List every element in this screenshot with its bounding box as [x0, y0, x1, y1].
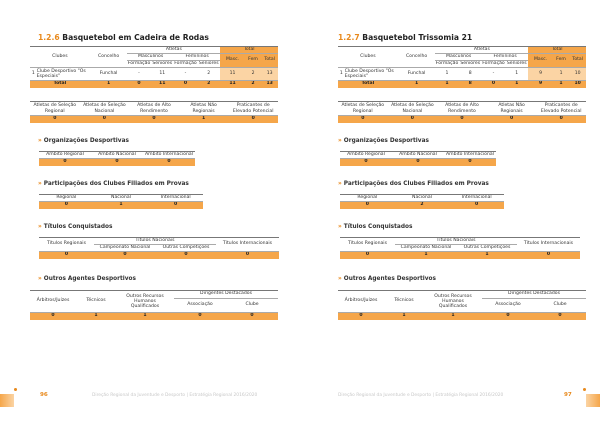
table-row [338, 68, 586, 81]
value-outras-competicoes: 0 [156, 252, 216, 259]
header-nao-regionais: Atletas Não Regionais [487, 102, 537, 116]
selecoes-values [30, 116, 278, 123]
value-elevado-potencial: 0 [228, 116, 278, 123]
total-masc-formacao: 1 [435, 81, 458, 88]
header-masculinos: Masculinos [127, 54, 173, 61]
value-alto-rendimento: 0 [129, 116, 179, 123]
header-ambito-nacional: Âmbito Nacional [392, 152, 444, 159]
header-titulos-nacionais: Títulos Nacionais [94, 238, 216, 245]
header-recursos-humanos: Outros Recursos Humanos Qualificados [116, 291, 174, 313]
value-nao-regionais: 1 [179, 116, 229, 123]
value-elevado-potencial: 0 [536, 116, 586, 123]
header-internacional: Internacional [449, 195, 504, 202]
selecoes-values [338, 116, 586, 123]
header-formacao-m: Formação [435, 60, 459, 66]
header-dirigentes: Dirigentes Destacados [174, 291, 278, 299]
header-elevado-potencial: Praticantes de Elevado Potencial [536, 102, 586, 116]
page-number: 96 [40, 392, 48, 398]
header-recursos-humanos: Outros Recursos Humanos Qualificados [424, 291, 482, 313]
header-selecao-nacional: Atletas de Seleção Nacional [80, 102, 130, 116]
header-titulos-regionais: Títulos Regionais [39, 238, 94, 252]
total-clubs: 1 [90, 81, 128, 88]
part-table [39, 194, 203, 209]
total-fem-formacao: 0 [482, 81, 505, 88]
total-clubs: 1 [398, 81, 436, 88]
header-regional: Regional [340, 195, 395, 202]
total-label: Total [30, 81, 90, 88]
selecoes-table [338, 101, 586, 123]
header-regional: Regional [39, 195, 94, 202]
header-titulos-nacionais: Títulos Nacionais [395, 238, 517, 245]
table-row [30, 68, 278, 81]
header-selecao-regional: Atletas de Seleção Regional [338, 102, 388, 116]
header-clubes: Clubes [338, 47, 398, 68]
row-total-fem: 1 [553, 68, 570, 81]
value-selecao-nacional: 0 [388, 116, 438, 123]
part-table [340, 194, 504, 209]
header-clubes: Clubes [30, 47, 90, 68]
value-titulos-internacionais: 0 [216, 252, 279, 259]
value-regional: 0 [39, 202, 94, 209]
header-femininos: Femininos [174, 54, 221, 61]
header-total-masc: Masc. [220, 54, 244, 68]
row-club: Clube Desportivo "Os Especiais" [37, 68, 90, 81]
org-title: » Organizações Desportivas [338, 138, 429, 144]
titulos-table [340, 237, 580, 259]
header-elevado-potencial: Praticantes de Elevado Potencial [228, 102, 278, 116]
header-titulos-internacionais: Títulos Internacionais [216, 238, 279, 252]
header-nao-regionais: Atletas Não Regionais [179, 102, 229, 116]
header-tecnicos: Técnicos [76, 291, 116, 313]
row-fem-formacao: - [174, 68, 197, 81]
header-formacao-f: Formação [482, 60, 505, 66]
header-associacao: Associação [482, 299, 534, 313]
row-masc-seniores: 11 [151, 68, 174, 81]
header-atletas: Atletas [127, 47, 220, 54]
value-ambito-nacional: 0 [392, 159, 444, 166]
value-associacao: 0 [482, 313, 534, 320]
total-masc-seniores: 8 [459, 81, 482, 88]
total-masc: 9 [528, 81, 552, 88]
value-tecnicos: 1 [384, 313, 424, 320]
row-index: 1 [338, 68, 345, 81]
athletes-table [30, 46, 278, 88]
header-arbitros: Árbitros/Juízes [338, 291, 384, 313]
ag-title: » Outros Agentes Desportivos [338, 276, 436, 282]
value-recursos-humanos: 1 [424, 313, 482, 320]
total-row [338, 81, 586, 88]
header-atletas: Atletas [435, 47, 528, 54]
row-total-total: 10 [569, 68, 586, 81]
value-ambito-nacional: 0 [91, 159, 143, 166]
total-fem: 1 [553, 81, 570, 88]
header-ambito-nacional: Âmbito Nacional [91, 152, 143, 159]
header-total-fem: Fem [245, 54, 262, 68]
value-internacional: 0 [449, 202, 504, 209]
row-club: Clube Desportivo "Os Especiais" [345, 68, 398, 81]
header-seniores-f: Seniores [506, 60, 527, 66]
row-total-masc: 11 [220, 68, 244, 81]
footer-decoration [0, 394, 14, 407]
header-total-masc: Masc. [528, 54, 552, 68]
org-title: » Organizações Desportivas [38, 138, 129, 144]
value-nacional: 1 [94, 202, 149, 209]
header-selecao-nacional: Atletas de Seleção Nacional [388, 102, 438, 116]
ag-title: » Outros Agentes Desportivos [38, 276, 136, 282]
header-titulos-regionais: Títulos Regionais [340, 238, 395, 252]
row-fem-seniores: 1 [505, 68, 528, 81]
org-table [39, 151, 195, 166]
header-ambito-internacional: Âmbito Internacional [444, 152, 496, 159]
value-regional: 0 [340, 202, 395, 209]
value-alto-rendimento: 0 [437, 116, 487, 123]
value-outras-competicoes: 1 [457, 252, 517, 259]
header-clube: Clube [226, 299, 278, 313]
total-label: Total [338, 81, 398, 88]
header-alto-rendimento: Atletas de Alto Rendimento [437, 102, 487, 116]
value-ambito-regional: 0 [340, 159, 392, 166]
section-title: 1.2.6 Basquetebol em Cadeira de Rodas [38, 33, 209, 42]
row-fem-formacao: - [482, 68, 505, 81]
page-number: 97 [564, 392, 572, 398]
value-nacional: 2 [395, 202, 450, 209]
footer-dot-icon [583, 388, 586, 391]
value-selecao-regional: 0 [30, 116, 80, 123]
header-masculinos: Masculinos [435, 54, 481, 61]
org-table [340, 151, 496, 166]
total-masc: 11 [220, 81, 244, 88]
value-recursos-humanos: 1 [116, 313, 174, 320]
header-total: Total [528, 47, 586, 54]
value-selecao-nacional: 0 [80, 116, 130, 123]
value-clube: 0 [226, 313, 278, 320]
header-femininos: Femininos [482, 54, 529, 61]
titulos-table [39, 237, 279, 259]
header-concelho: Concelho [398, 47, 436, 68]
part-title: » Participações dos Clubes Filiados em Provas [338, 181, 489, 187]
header-concelho: Concelho [90, 47, 128, 68]
agentes-table [338, 290, 586, 320]
value-titulos-regionais: 0 [39, 252, 94, 259]
header-dirigentes: Dirigentes Destacados [482, 291, 586, 299]
value-titulos-regionais: 0 [340, 252, 395, 259]
header-titulos-internacionais: Títulos Internacionais [517, 238, 580, 252]
header-nacional: Nacional [94, 195, 149, 202]
total-total: 13 [261, 81, 278, 88]
row-masc-seniores: 8 [459, 68, 482, 81]
header-internacional: Internacional [148, 195, 203, 202]
header-formacao-f: Formação [174, 60, 197, 66]
header-total-total: Total [261, 54, 278, 68]
total-masc-seniores: 11 [151, 81, 174, 88]
row-index: 1 [30, 68, 37, 81]
value-clube: 0 [534, 313, 586, 320]
row-concelho: Funchal [398, 68, 436, 81]
row-total-total: 13 [261, 68, 278, 81]
row-total-fem: 2 [245, 68, 262, 81]
value-arbitros: 0 [30, 313, 76, 320]
header-associacao: Associação [174, 299, 226, 313]
athletes-table [338, 46, 586, 88]
footer-dot-icon [14, 388, 17, 391]
value-internacional: 0 [148, 202, 203, 209]
footer-text: Direção Regional da Juventude e Desporto | Estratégia Regional 2016/2020 [92, 393, 258, 398]
header-ambito-internacional: Âmbito Internacional [143, 152, 195, 159]
section-title: 1.2.7 Basquetebol Trissomia 21 [338, 33, 473, 42]
total-fem-seniores: 2 [197, 81, 220, 88]
tit-title: » Títulos Conquistados [38, 224, 113, 230]
header-selecao-regional: Atletas de Seleção Regional [30, 102, 80, 116]
value-arbitros: 0 [338, 313, 384, 320]
total-row [30, 81, 278, 88]
header-clube: Clube [534, 299, 586, 313]
row-fem-seniores: 2 [197, 68, 220, 81]
header-ambito-regional: Âmbito Regional [340, 152, 392, 159]
footer-decoration [586, 394, 600, 407]
header-formacao-m: Formação [127, 60, 151, 66]
value-campeonato-nacional: 0 [94, 252, 156, 259]
header-outras-competicoes: Outras Competições [457, 245, 517, 252]
value-ambito-regional: 0 [39, 159, 91, 166]
header-seniores-f: Seniores [198, 60, 219, 66]
row-total-masc: 9 [528, 68, 552, 81]
header-seniores-m: Seniores [152, 60, 173, 66]
row-masc-formacao: - [127, 68, 150, 81]
row-concelho: Funchal [90, 68, 128, 81]
value-ambito-internacional: 0 [143, 159, 195, 166]
header-nacional: Nacional [395, 195, 450, 202]
header-campeonato-nacional: Campeonato Nacional [395, 245, 457, 252]
header-seniores-m: Seniores [460, 60, 481, 66]
total-masc-formacao: 0 [127, 81, 150, 88]
row-masc-formacao: 1 [435, 68, 458, 81]
total-fem-formacao: 0 [174, 81, 197, 88]
value-campeonato-nacional: 1 [395, 252, 457, 259]
header-outras-competicoes: Outras Competições [156, 245, 216, 252]
footer-text: Direção Regional da Juventude e Desporto | Estratégia Regional 2016/2020 [338, 393, 504, 398]
agentes-table [30, 290, 278, 320]
value-titulos-internacionais: 0 [517, 252, 580, 259]
tit-title: » Títulos Conquistados [338, 224, 413, 230]
header-campeonato-nacional: Campeonato Nacional [94, 245, 156, 252]
header-arbitros: Árbitros/Juízes [30, 291, 76, 313]
value-selecao-regional: 0 [338, 116, 388, 123]
page-right [300, 0, 600, 424]
selecoes-table [30, 101, 278, 123]
header-ambito-regional: Âmbito Regional [39, 152, 91, 159]
value-tecnicos: 1 [76, 313, 116, 320]
value-ambito-internacional: 0 [444, 159, 496, 166]
header-total: Total [220, 47, 278, 54]
value-nao-regionais: 0 [487, 116, 537, 123]
total-fem: 2 [245, 81, 262, 88]
total-fem-seniores: 1 [505, 81, 528, 88]
value-associacao: 0 [174, 313, 226, 320]
header-tecnicos: Técnicos [384, 291, 424, 313]
total-total: 10 [569, 81, 586, 88]
header-total-total: Total [569, 54, 586, 68]
header-total-fem: Fem [553, 54, 570, 68]
header-alto-rendimento: Atletas de Alto Rendimento [129, 102, 179, 116]
part-title: » Participações dos Clubes Filiados em Provas [38, 181, 189, 187]
